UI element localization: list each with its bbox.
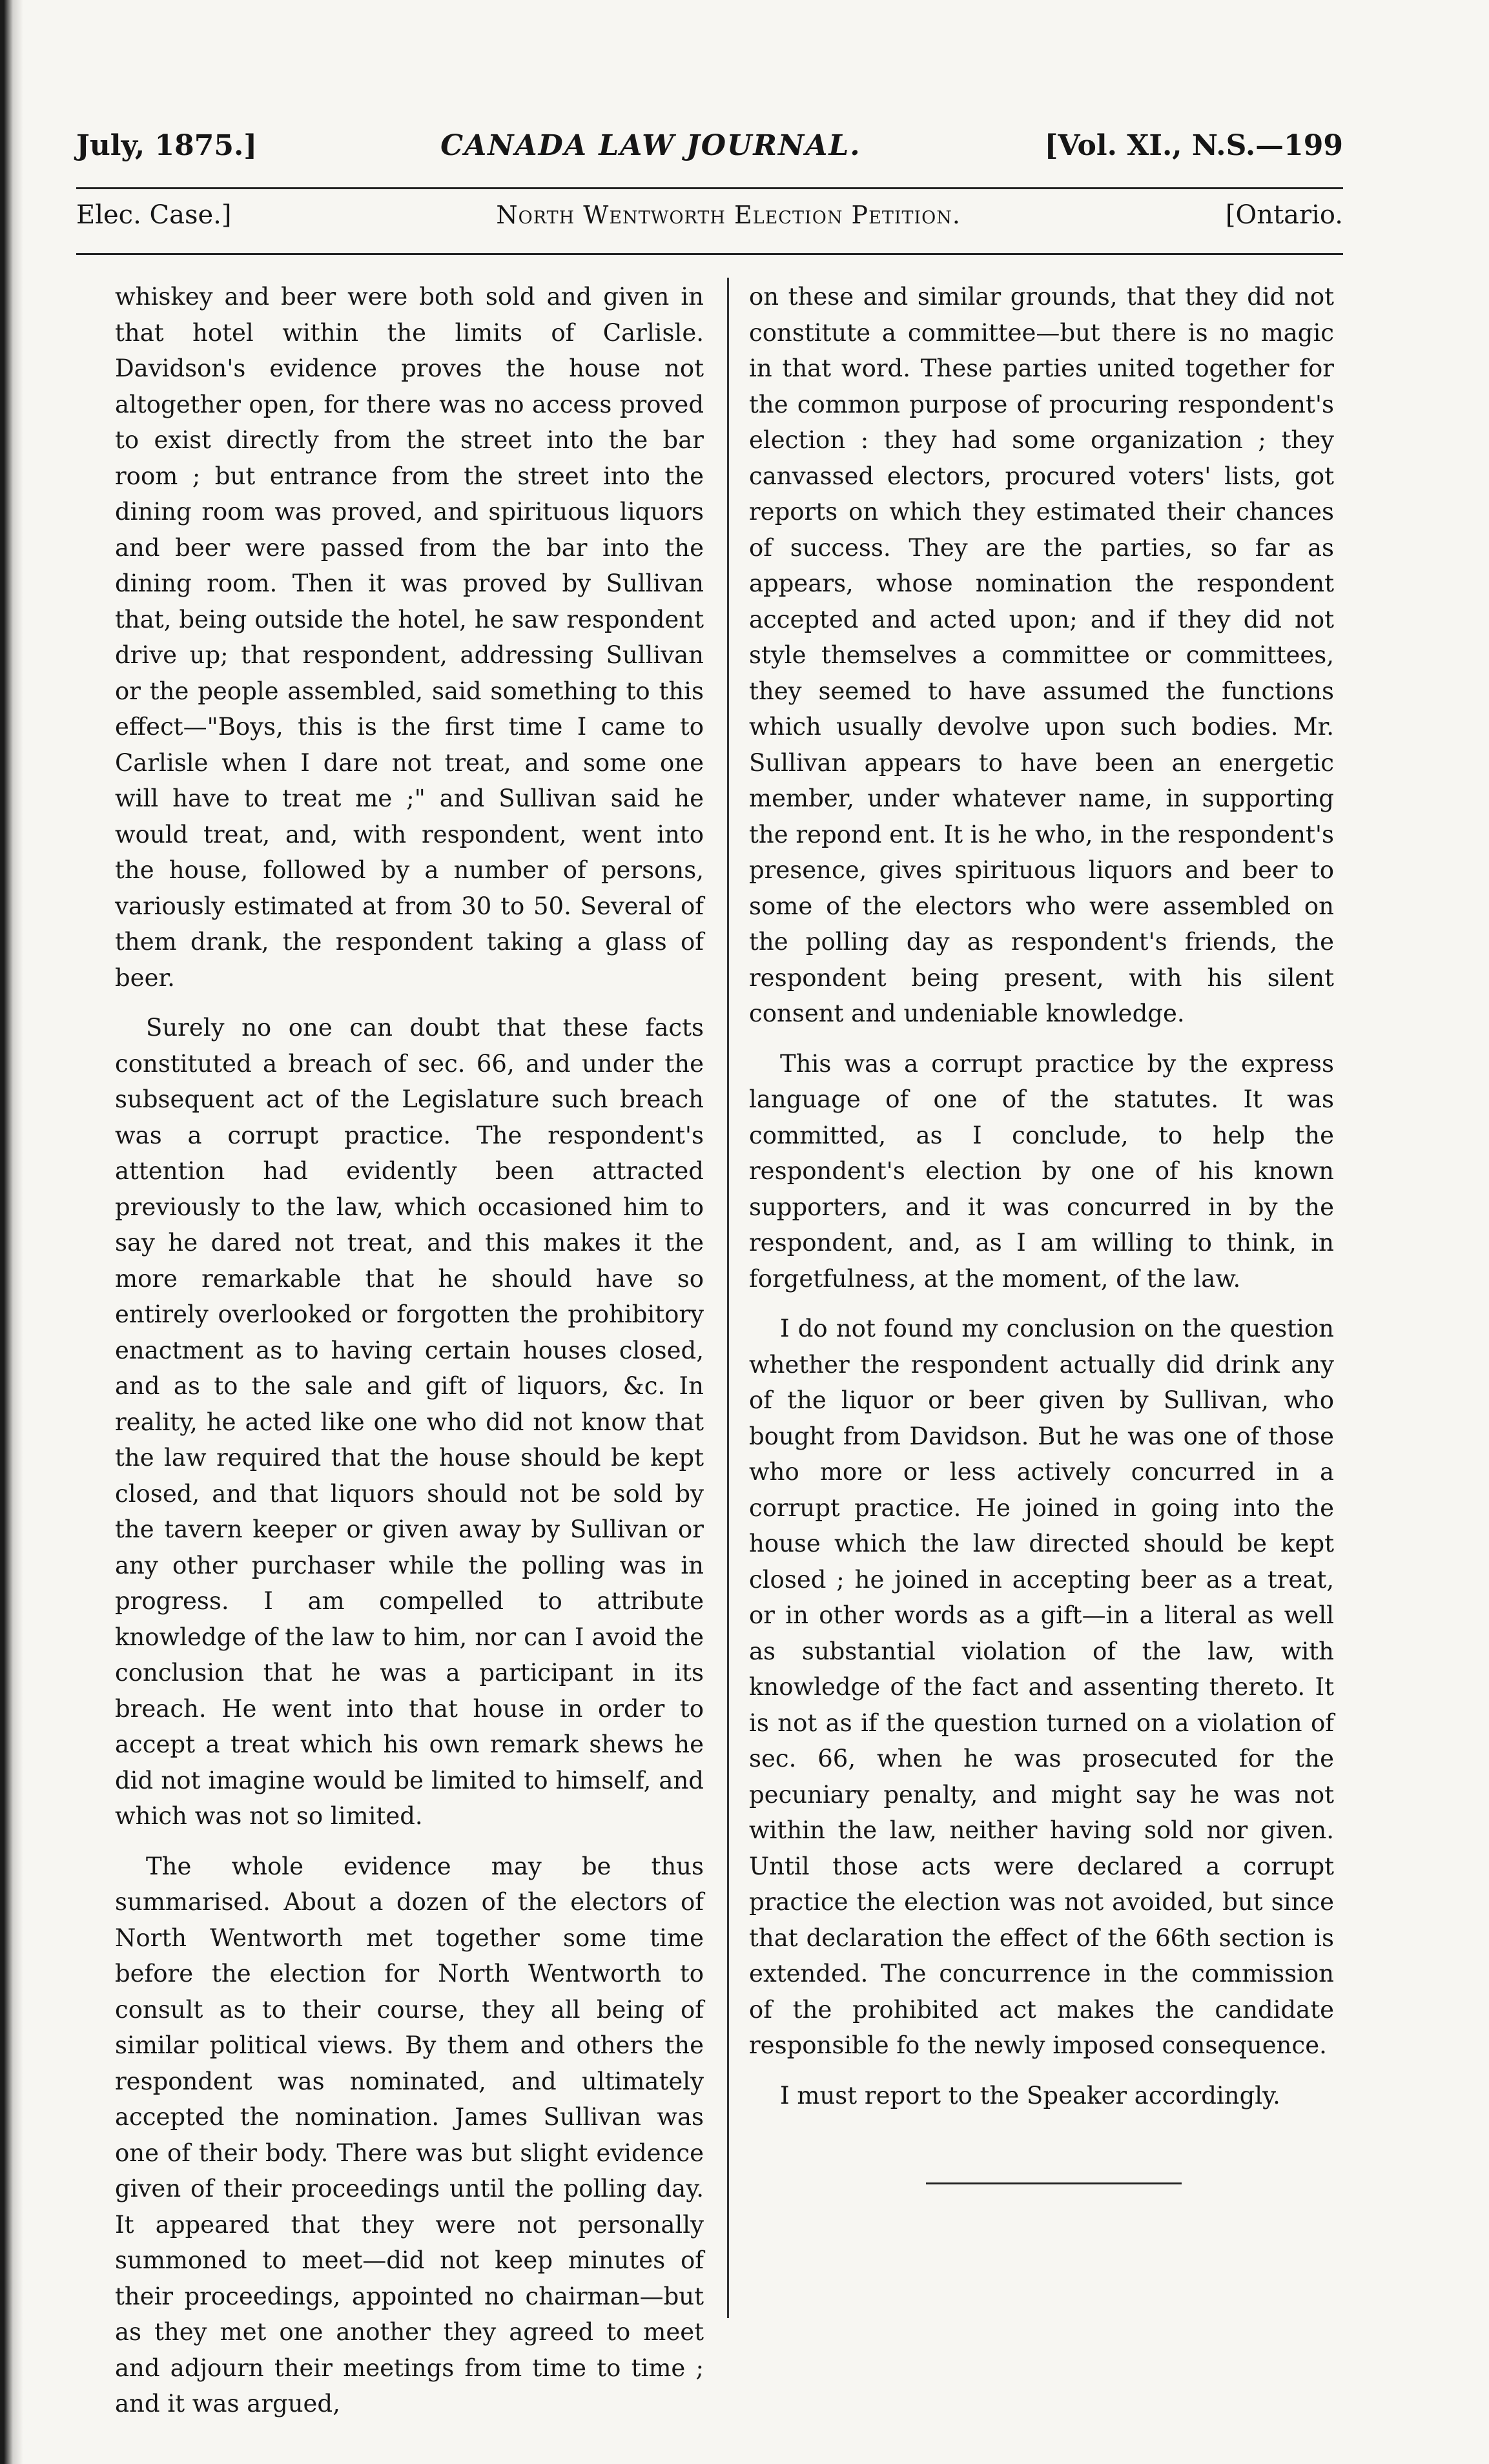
right-column bbox=[749, 279, 1334, 2113]
running-head bbox=[76, 129, 1343, 174]
paragraph: The whole evidence may be thus summarised. About a dozen of the electors of North Wentworth met together some time before the election for North Wentworth to consult as to their course, they all being of similar political views. By them and others the respondent was nominated, and ultimately accepted the nomination. James Sullivan was one of their body. There was but slight evidence given of their proceedings until the polling day. It appeared that they were not personally summoned to meet—did not keep minutes of their proceedings, appointed no chairman—but as they met one another they agreed to meet and adjourn their meetings from time to time ; and it was argued, bbox=[115, 1852, 704, 2418]
paragraph-closing: I must report to the Speaker accordingly. bbox=[780, 2081, 1280, 2110]
paragraph: whiskey and beer were both sold and given in that hotel within the limits of Carlisle. Davidson's evidence proves the house not altogether open, for there was no access proved to exist directly from the street into the bar room ; but entrance from the street into the dining room was proved, and spirituous liquors and beer were passed from the bar into the dining room. Then it was proved by Sullivan that, being outside the hotel, he saw respondent drive up; that respondent, addressing Sullivan or the people assembled, said something to this effect—"Boys, this is the first time I came to Carlisle when I dare not treat, and some one will have to treat me ;" and Sullivan said he would treat, and, with respondent, went into the house, followed by a number of persons, variously estimated at from 30 to 50. Several of them drank, the respondent taking a glass of beer. bbox=[115, 283, 704, 992]
section-head-case-type: Elec. Case.] bbox=[76, 200, 232, 230]
paragraph: on these and similar grounds, that they did not constitute a committee—but there is no magic in that word. These parties united together for the common purpose of procuring respondent's election : they had some organization ; they canvassed electors, procured voters' lists, got reports on which they estimated their chances of success. They are the parties, so far as appears, whose nomination the respondent accepted and acted upon; and if they did not style themselves a committee or committees, they seemed to have assumed the functions which usually devolve upon such bodies. Mr. Sullivan appears to have been an energetic member, under whatever name, in supporting the repond ent. It is he who, in the respondent's presence, gives spirituous liquors and beer to some of the electors who were assembled on the polling day as respondent's friends, the respondent being present, with his silent consent and undeniable knowledge. bbox=[749, 283, 1334, 1027]
running-head-journal-title: CANADA LAW JOURNAL. bbox=[440, 129, 861, 162]
running-head-volume: [Vol. XI., N.S.—199 bbox=[1044, 129, 1343, 162]
paragraph: I do not found my conclusion on the question whether the respondent actually did drink any of the liquor or beer given by Sullivan, who bought from Davidson. But he was one of those who more or less actively concurred in a corrupt practice. He joined in going into the house which the law directed should be kept closed ; he joined in accepting beer as a treat, or in other words as a gift—in a literal as well as substantial violation of the law, with knowledge of the fact and assenting thereto. It is not as if the question turned on a violation of sec. 66, when he was prosecuted for the pecuniary penalty, and might say he was not within the law, neither having sold nor given. Until those acts were declared a corrupt practice the election was not avoided, but since that declaration the effect of the 66th section is extended. The concurrence in the commission of the prohibited act makes the candidate responsible fo the newly imposed consequence. bbox=[749, 1315, 1334, 2059]
section-head-title: North Wentworth Election Petition. bbox=[496, 201, 961, 229]
paragraph: Surely no one can doubt that these facts constituted a breach of sec. 66, and under the subsequent act of the Legislature such breach was a corrupt practice. The respondent's attention had evidently been attracted previously to the law, which occasioned him to say he dared not treat, and this makes it the more remarkable that he should have so entirely overlooked or forgotten the prohibitory enactment as to having certain houses closed, and as to the sale and gift of liquors, &c. In reality, he acted like one who did not know that the law required that the house should be kept closed, and that liquors should not be sold by the tavern keeper or given away by Sullivan or any other purchaser while the polling was in progress. I am compelled to attribute knowledge of the law to him, nor can I avoid the conclusion that he was a participant in its breach. He went into that house in order to accept a treat which his own remark shews he did not imagine would be limited to himself, and which was not so limited. bbox=[115, 1014, 704, 1830]
page-binding-edge bbox=[0, 0, 23, 2464]
running-head-date: July, 1875.] bbox=[76, 129, 258, 162]
column-divider bbox=[727, 278, 729, 2318]
left-column bbox=[115, 279, 704, 2422]
section-head bbox=[76, 200, 1343, 245]
section-rule bbox=[76, 253, 1343, 255]
paragraph: This was a corrupt practice by the express language of one of the statutes. It was committed, as I conclude, to help the respondent's election by one of his known supporters, and it was concurred in by the respondent, and, as I am willing to think, in forgetfulness, at the moment, of the law. bbox=[749, 1049, 1334, 1293]
header-rule bbox=[76, 187, 1343, 189]
end-rule bbox=[926, 2182, 1182, 2184]
section-head-province: [Ontario. bbox=[1225, 200, 1343, 230]
